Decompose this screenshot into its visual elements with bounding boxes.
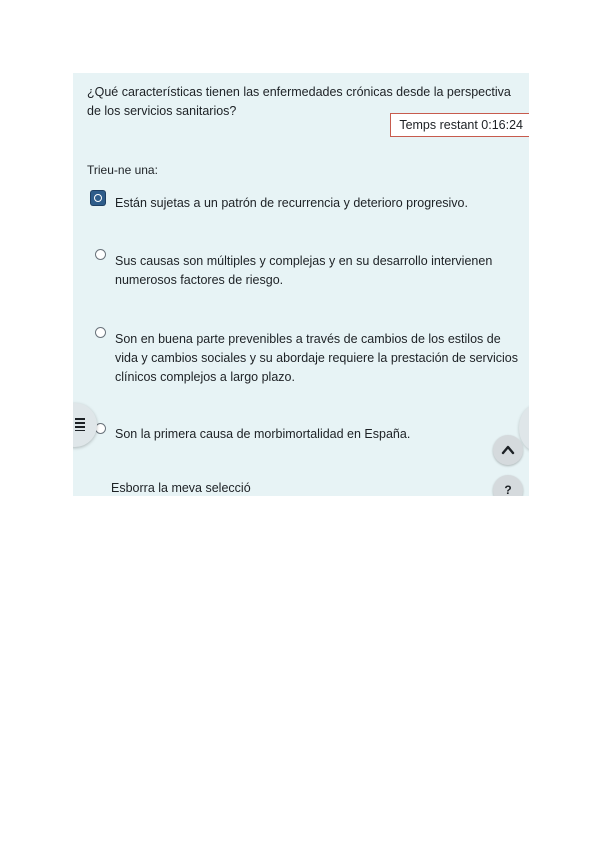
answer-option-label: Están sujetas a un patrón de recurrencia y deterioro progresivo. (115, 196, 468, 210)
radio-button[interactable] (95, 327, 106, 338)
time-remaining-badge: Temps restant 0:16:24 (390, 113, 529, 137)
question-panel (73, 73, 529, 496)
answer-option-label: Sus causas son múltiples y complejas y en su desarrollo intervienen numerosos factores de riesgo. (115, 254, 493, 287)
drawer-toggle-button[interactable] (73, 403, 97, 447)
radio-button[interactable] (95, 249, 106, 260)
question-mark-icon: ? (504, 483, 512, 496)
answer-prompt: Trieu-ne una: (87, 163, 158, 177)
answer-option-label: Son la primera causa de morbimortalidad en España. (115, 427, 411, 441)
question-text: ¿Qué características tienen las enfermedades crónicas desde la perspectiva de los servicios sanitarios? (87, 85, 511, 118)
radio-button-selected[interactable] (91, 191, 105, 205)
hamburger-menu-icon (75, 418, 85, 431)
help-button[interactable] (493, 475, 523, 496)
answer-option-label: Son en buena parte prevenibles a través de cambios de los estilos de vida y cambios sociales y su abordaje requiere la prestación de servicios clínicos complejos a largo plazo. (115, 332, 518, 384)
chevron-up-icon (501, 444, 515, 456)
clear-selection-link[interactable]: Esborra la meva selecció (111, 481, 251, 495)
scroll-to-top-button[interactable] (493, 435, 523, 465)
